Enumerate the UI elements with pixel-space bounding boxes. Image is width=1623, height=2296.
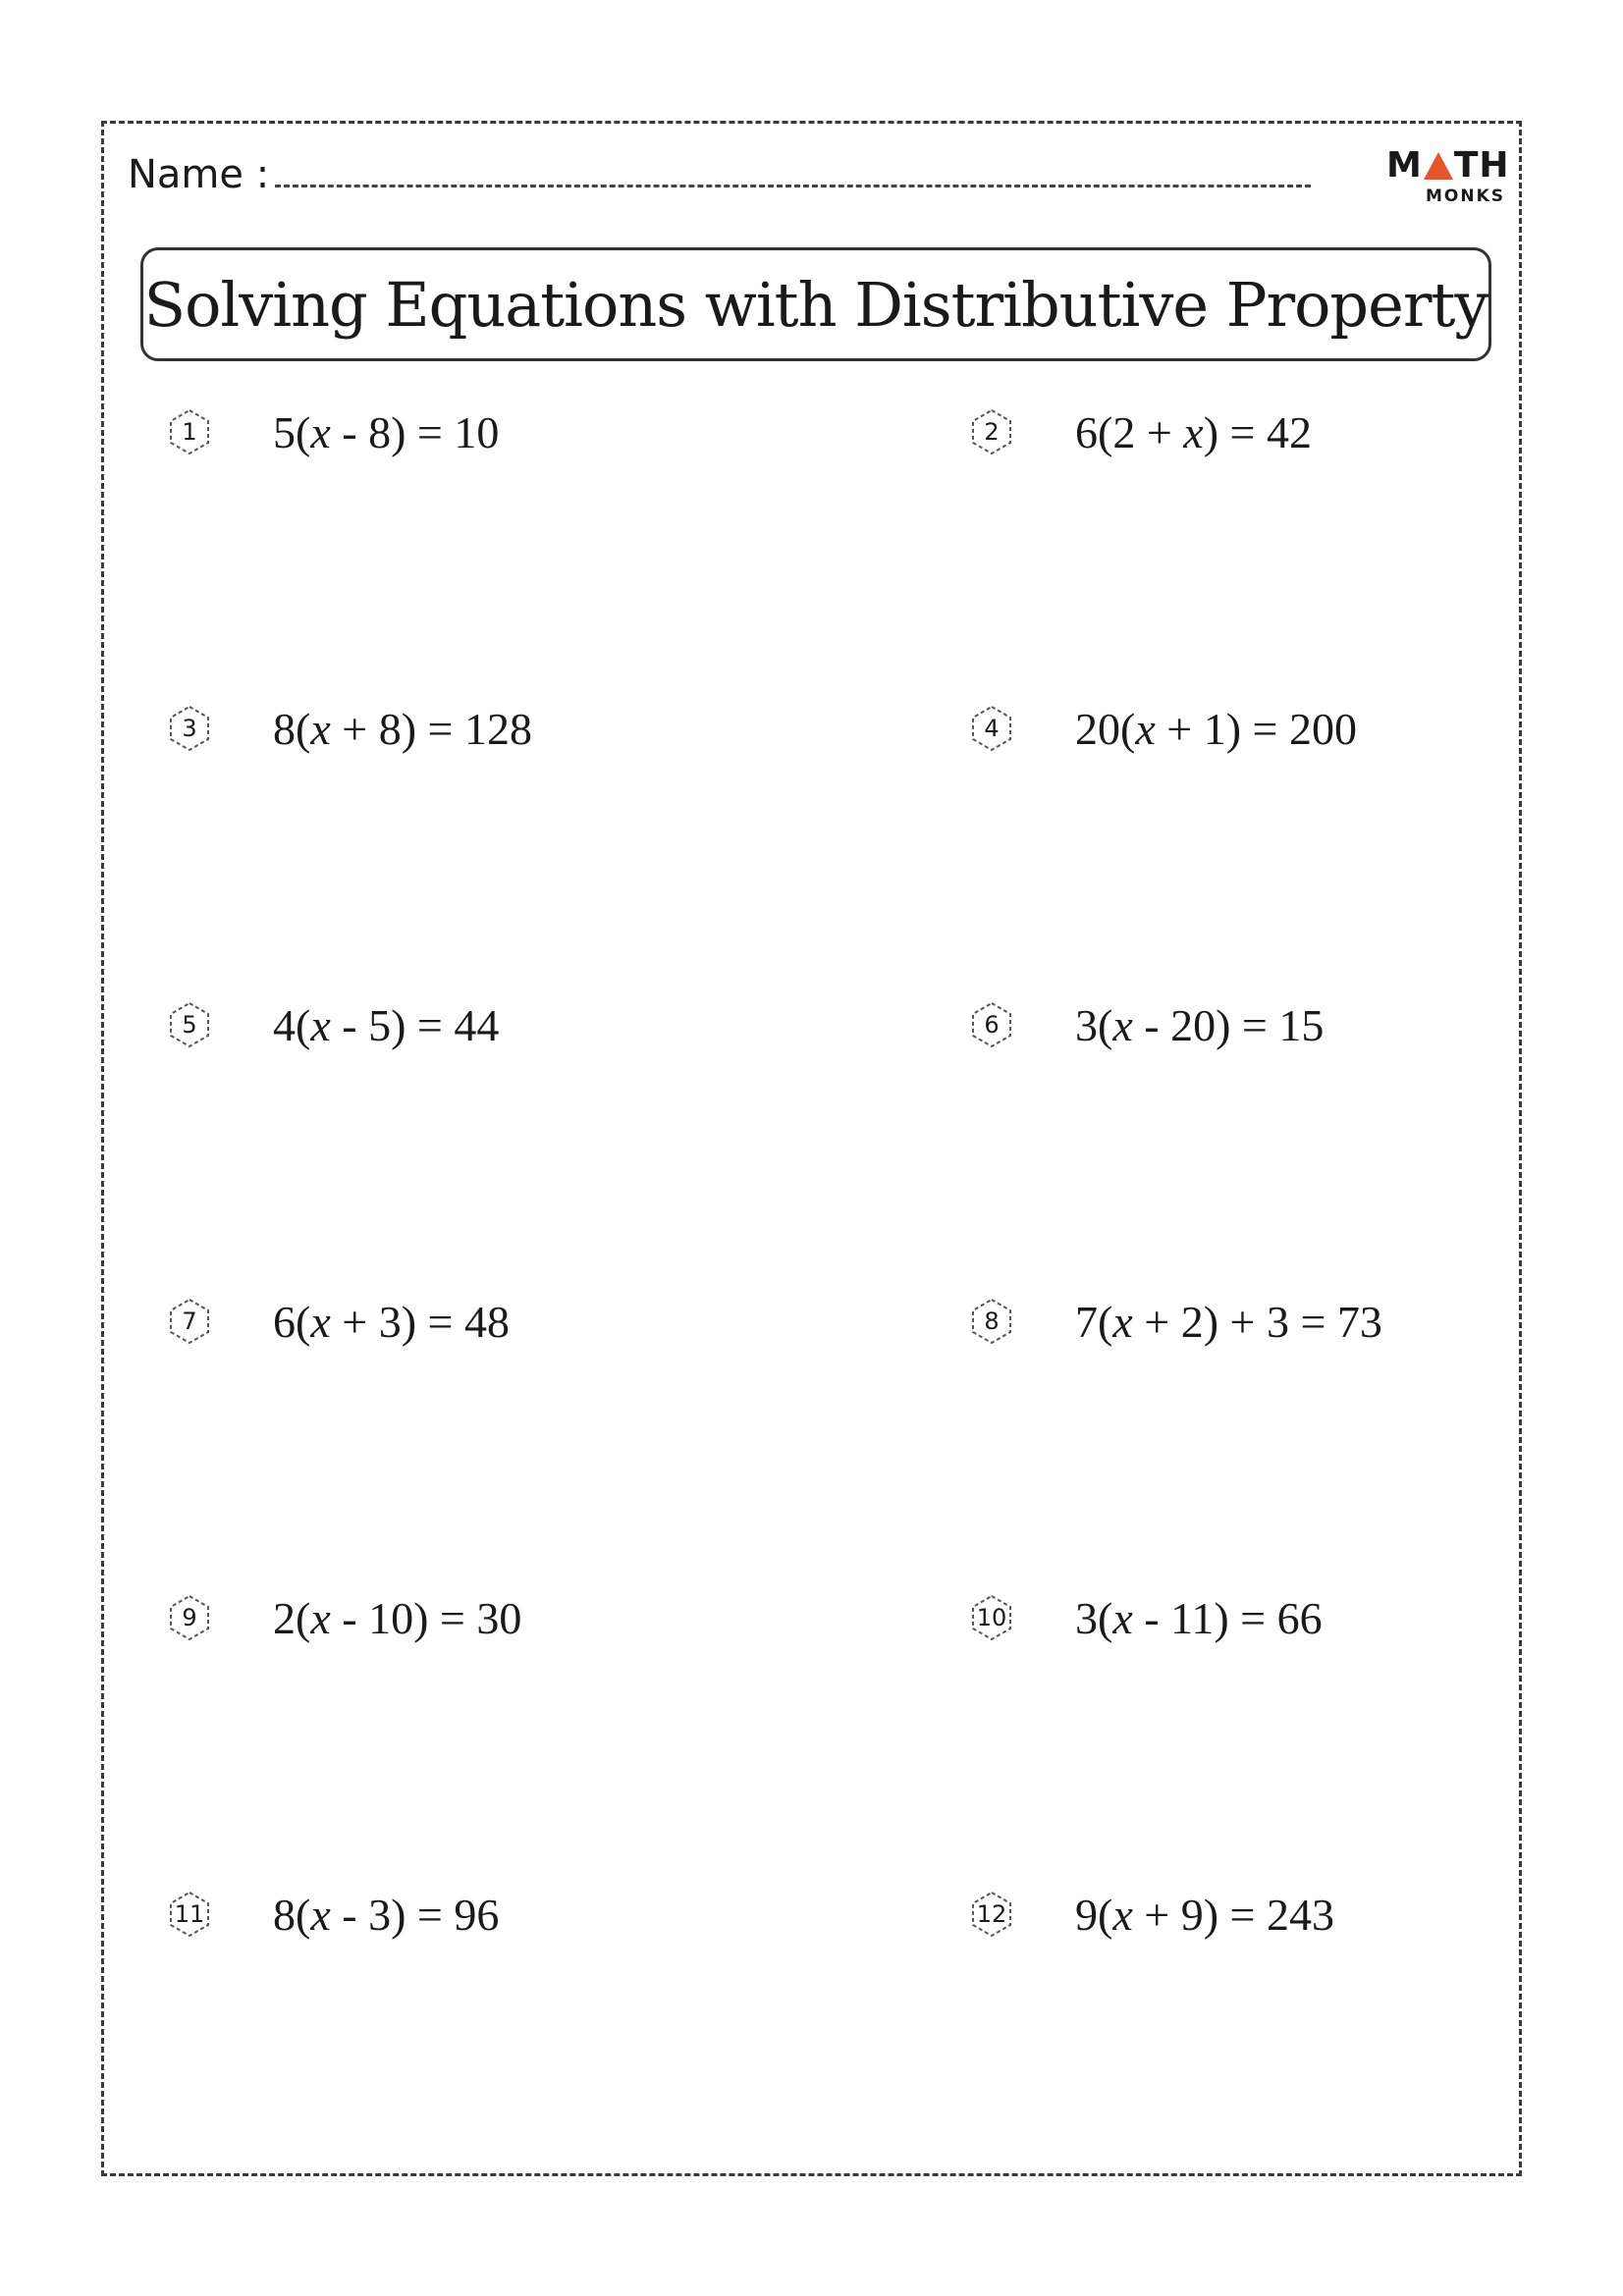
problem-equation: 7(x + 2) + 3 = 73 xyxy=(1075,1296,1382,1347)
problem-number: 3 xyxy=(182,715,197,742)
problem-number: 1 xyxy=(182,418,197,446)
problem-item xyxy=(967,699,1357,758)
problem-number-badge xyxy=(165,1297,214,1346)
problem-equation: 3(x - 20) = 15 xyxy=(1075,999,1325,1050)
problem-number-badge xyxy=(165,1890,214,1939)
name-label: Name : xyxy=(128,152,270,197)
problem-equation: 5(x - 8) = 10 xyxy=(273,406,500,457)
problem-number-badge xyxy=(165,1593,214,1642)
logo-text-left: M xyxy=(1386,145,1423,186)
logo-text-right: TH xyxy=(1453,145,1510,186)
problem-item xyxy=(967,995,1324,1054)
name-row xyxy=(128,147,269,196)
logo-triangle-icon xyxy=(1424,152,1453,180)
problem-equation: 9(x + 9) = 243 xyxy=(1075,1889,1334,1940)
problem-number: 12 xyxy=(976,1900,1007,1928)
problem-number-badge xyxy=(165,407,214,456)
problem-equation: 3(x - 11) = 66 xyxy=(1075,1592,1323,1643)
problem-item xyxy=(165,1292,510,1351)
problem-item xyxy=(165,699,532,758)
worksheet-title: Solving Equations with Distributive Property xyxy=(143,268,1488,341)
problem-equation: 8(x + 8) = 128 xyxy=(273,703,532,754)
problem-number: 10 xyxy=(976,1604,1007,1631)
problem-number: 7 xyxy=(182,1308,197,1335)
problem-number: 4 xyxy=(984,715,1000,742)
name-field[interactable] xyxy=(275,185,1311,187)
problem-item xyxy=(165,995,499,1054)
problem-number: 9 xyxy=(182,1604,197,1631)
problem-equation: 20(x + 1) = 200 xyxy=(1075,703,1357,754)
problem-number: 5 xyxy=(182,1011,197,1039)
logo-wordmark xyxy=(1386,147,1510,185)
problem-item xyxy=(967,1588,1323,1647)
problem-number-badge xyxy=(165,1000,214,1049)
problem-number-badge xyxy=(967,1890,1016,1939)
problem-number-badge xyxy=(967,704,1016,753)
title-box xyxy=(140,247,1491,361)
problem-number: 2 xyxy=(984,418,1000,446)
problem-number-badge xyxy=(967,407,1016,456)
problem-item xyxy=(165,1588,521,1647)
problem-number-badge xyxy=(967,1593,1016,1642)
problem-number: 6 xyxy=(984,1011,1000,1039)
problem-item xyxy=(165,1885,499,1944)
problem-equation: 8(x - 3) = 96 xyxy=(273,1889,500,1940)
problem-equation: 6(2 + x) = 42 xyxy=(1075,406,1312,457)
problem-equation: 2(x - 10) = 30 xyxy=(273,1592,522,1643)
logo-subtext: MONKS xyxy=(1426,187,1506,206)
problem-equation: 6(x + 3) = 48 xyxy=(273,1296,510,1347)
problem-item xyxy=(967,1292,1382,1351)
problem-number-badge xyxy=(165,704,214,753)
math-monks-logo xyxy=(1386,147,1509,210)
problem-item xyxy=(967,402,1312,461)
problem-equation: 4(x - 5) = 44 xyxy=(273,999,500,1050)
problem-number: 8 xyxy=(984,1308,1000,1335)
problem-item xyxy=(165,402,499,461)
problem-number-badge xyxy=(967,1000,1016,1049)
problem-item xyxy=(967,1885,1334,1944)
problem-number-badge xyxy=(967,1297,1016,1346)
problem-number: 11 xyxy=(174,1900,205,1928)
